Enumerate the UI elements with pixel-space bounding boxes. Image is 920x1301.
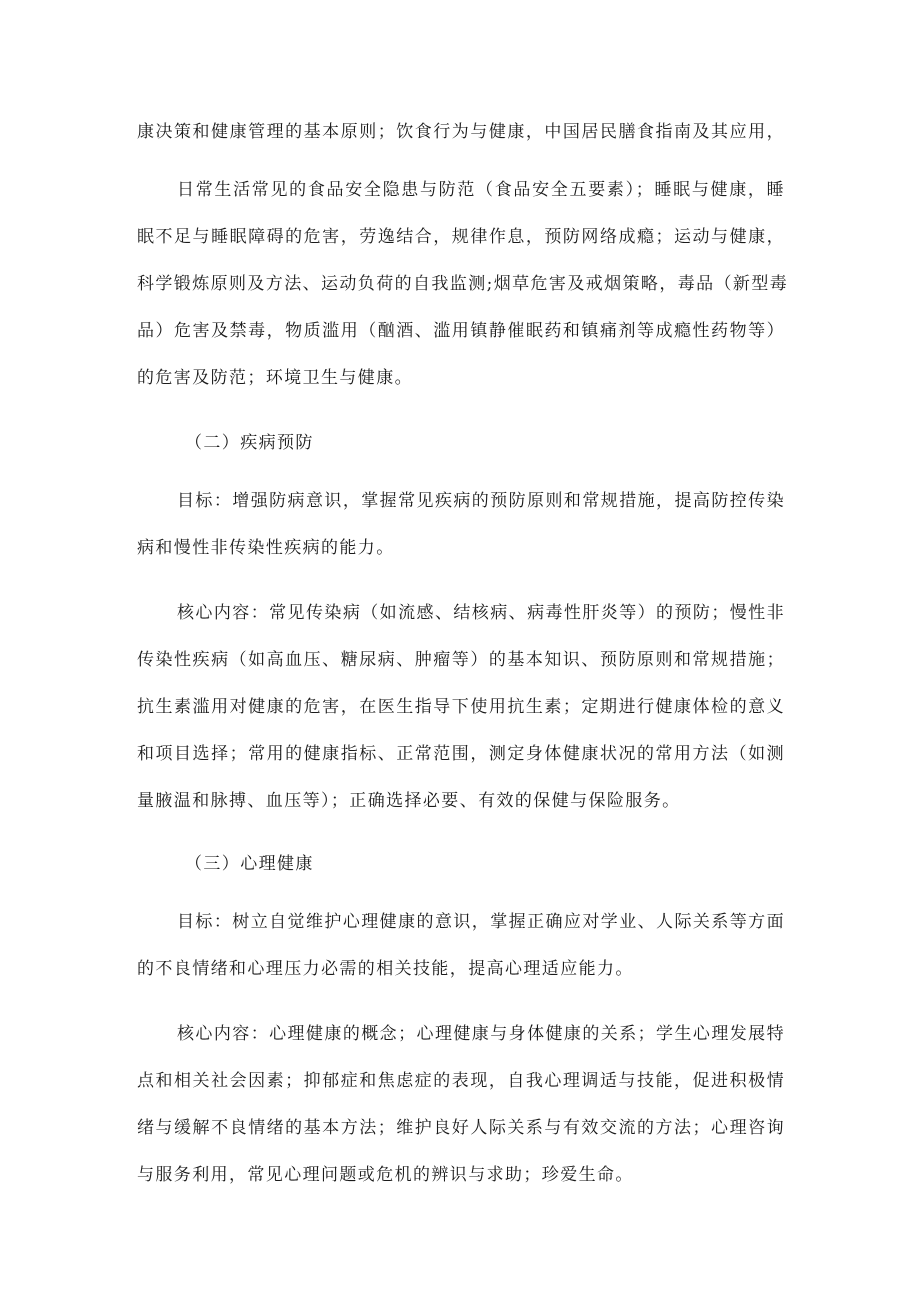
text-line: 传染性疾病（如高血压、糖尿病、肿瘤等）的基本知识、预防原则和常规措施；	[137, 650, 785, 670]
text-line: 品）危害及禁毒，物质滥用（酗酒、滥用镇静催眠药和镇痛剂等成瘾性药物等）	[137, 321, 785, 341]
text-line: 的危害及防范；环境卫生与健康。	[137, 368, 413, 388]
text-line: 康决策和健康管理的基本原则；饮食行为与健康，中国居民膳食指南及其应用，	[137, 122, 785, 142]
text-line: 和项目选择；常用的健康指标、正常范围，测定身体健康状况的常用方法（如测	[137, 744, 785, 764]
text-line: 量腋温和脉搏、血压等）；正确选择必要、有效的保健与保险服务。	[137, 791, 681, 811]
text-line: 目标：增强防病意识，掌握常见疾病的预防原则和常规措施，提高防控传染	[177, 491, 785, 511]
section-heading: （二）疾病预防	[185, 433, 314, 453]
text-line: 病和慢性非传染性疾病的能力。	[137, 538, 395, 558]
text-line: 核心内容：常见传染病（如流感、结核病、病毒性肝炎等）的预防；慢性非	[177, 603, 785, 623]
text-line: 日常生活常见的食品安全隐患与防范（食品安全五要素）；睡眠与健康，睡	[177, 180, 785, 200]
text-line: 抗生素滥用对健康的危害，在医生指导下使用抗生素；定期进行健康体检的意义	[137, 697, 785, 717]
text-line: 绪与缓解不良情绪的基本方法；维护良好人际关系与有效交流的方法；心理咨询	[137, 1118, 785, 1138]
section-heading: （三）心理健康	[185, 854, 314, 874]
text-line: 核心内容：心理健康的概念；心理健康与身体健康的关系；学生心理发展特	[177, 1024, 785, 1044]
text-line: 点和相关社会因素；抑郁症和焦虑症的表现，自我心理调适与技能，促进积极情	[137, 1071, 785, 1091]
text-line: 目标：树立自觉维护心理健康的意识，掌握正确应对学业、人际关系等方面	[177, 912, 785, 932]
text-line: 与服务利用，常见心理问题或危机的辨识与求助；珍爱生命。	[137, 1165, 634, 1185]
text-line: 眠不足与睡眠障碍的危害，劳逸结合，规律作息，预防网络成瘾；运动与健康，	[137, 227, 785, 247]
text-line: 科学锻炼原则及方法、运动负荷的自我监测;烟草危害及戒烟策略，毒品（新型毒	[137, 274, 789, 294]
text-line: 的不良情绪和心理压力必需的相关技能，提高心理适应能力。	[137, 959, 634, 979]
